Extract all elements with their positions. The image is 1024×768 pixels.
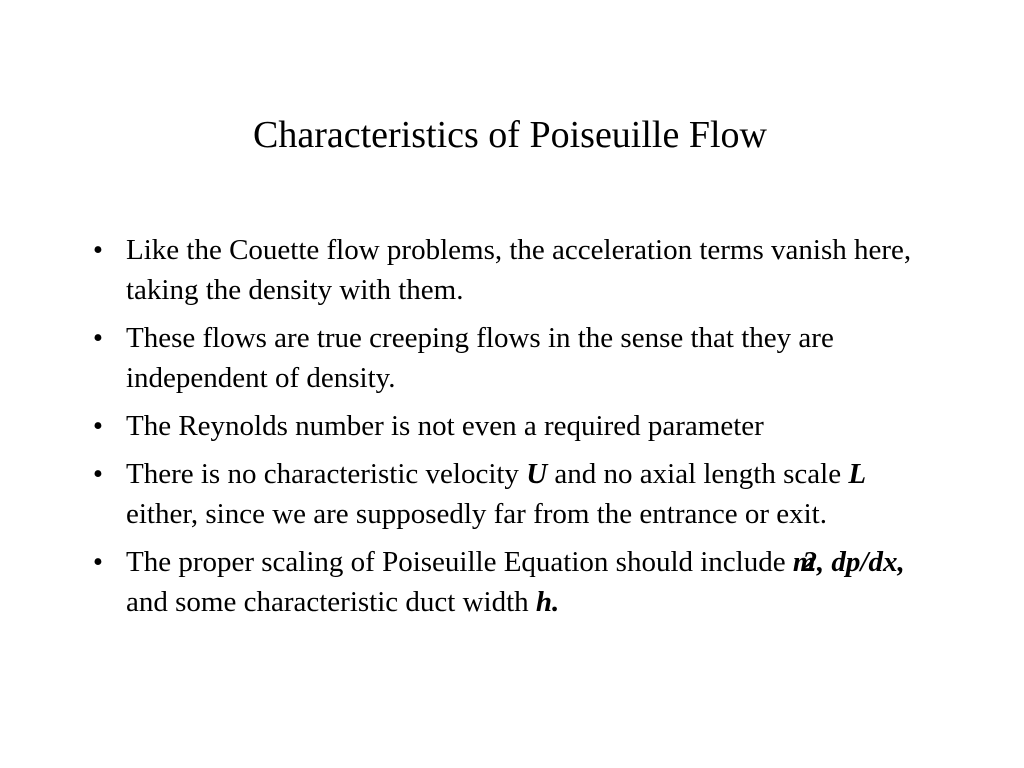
bullet-text: Like the Couette flow problems, the acceleration terms vanish here, taking the density with them. — [126, 234, 912, 306]
bullet-item — [92, 542, 926, 622]
bullet-icon: • — [92, 546, 104, 578]
bullet-icon: • — [92, 458, 104, 490]
bullet-icon: • — [92, 322, 104, 354]
viscosity-symbol-overlay: 2, — [802, 546, 825, 578]
bullet-item — [92, 230, 926, 310]
duct-width-symbol: h. — [535, 586, 560, 618]
slide-title: Characteristics of Poiseuille Flow — [253, 114, 767, 156]
bullet-text: These flows are true creeping flows in the sense that they are independent of density. — [126, 322, 834, 394]
length-symbol: L — [848, 458, 867, 490]
velocity-symbol: U — [526, 458, 548, 490]
bullet-text: and no axial length scale — [547, 458, 849, 490]
bullet-text: There is no characteristic velocity — [126, 458, 527, 490]
bullet-icon: • — [92, 234, 104, 266]
bullet-text: The proper scaling of Poiseuille Equation should include — [126, 546, 793, 578]
bullet-text: The Reynolds number is not even a required parameter — [126, 410, 764, 442]
bullet-text: and some characteristic duct width — [126, 586, 536, 618]
pressure-gradient-symbol: dp/dx, — [831, 546, 905, 578]
bullet-icon: • — [92, 410, 104, 442]
bullet-text: either, since we are supposedly far from the entrance or exit. — [126, 498, 827, 530]
bullet-item — [92, 454, 926, 534]
bullet-list — [92, 230, 926, 630]
viscosity-symbol: m — [792, 546, 803, 578]
bullet-item — [92, 406, 926, 446]
bullet-item — [92, 318, 926, 398]
